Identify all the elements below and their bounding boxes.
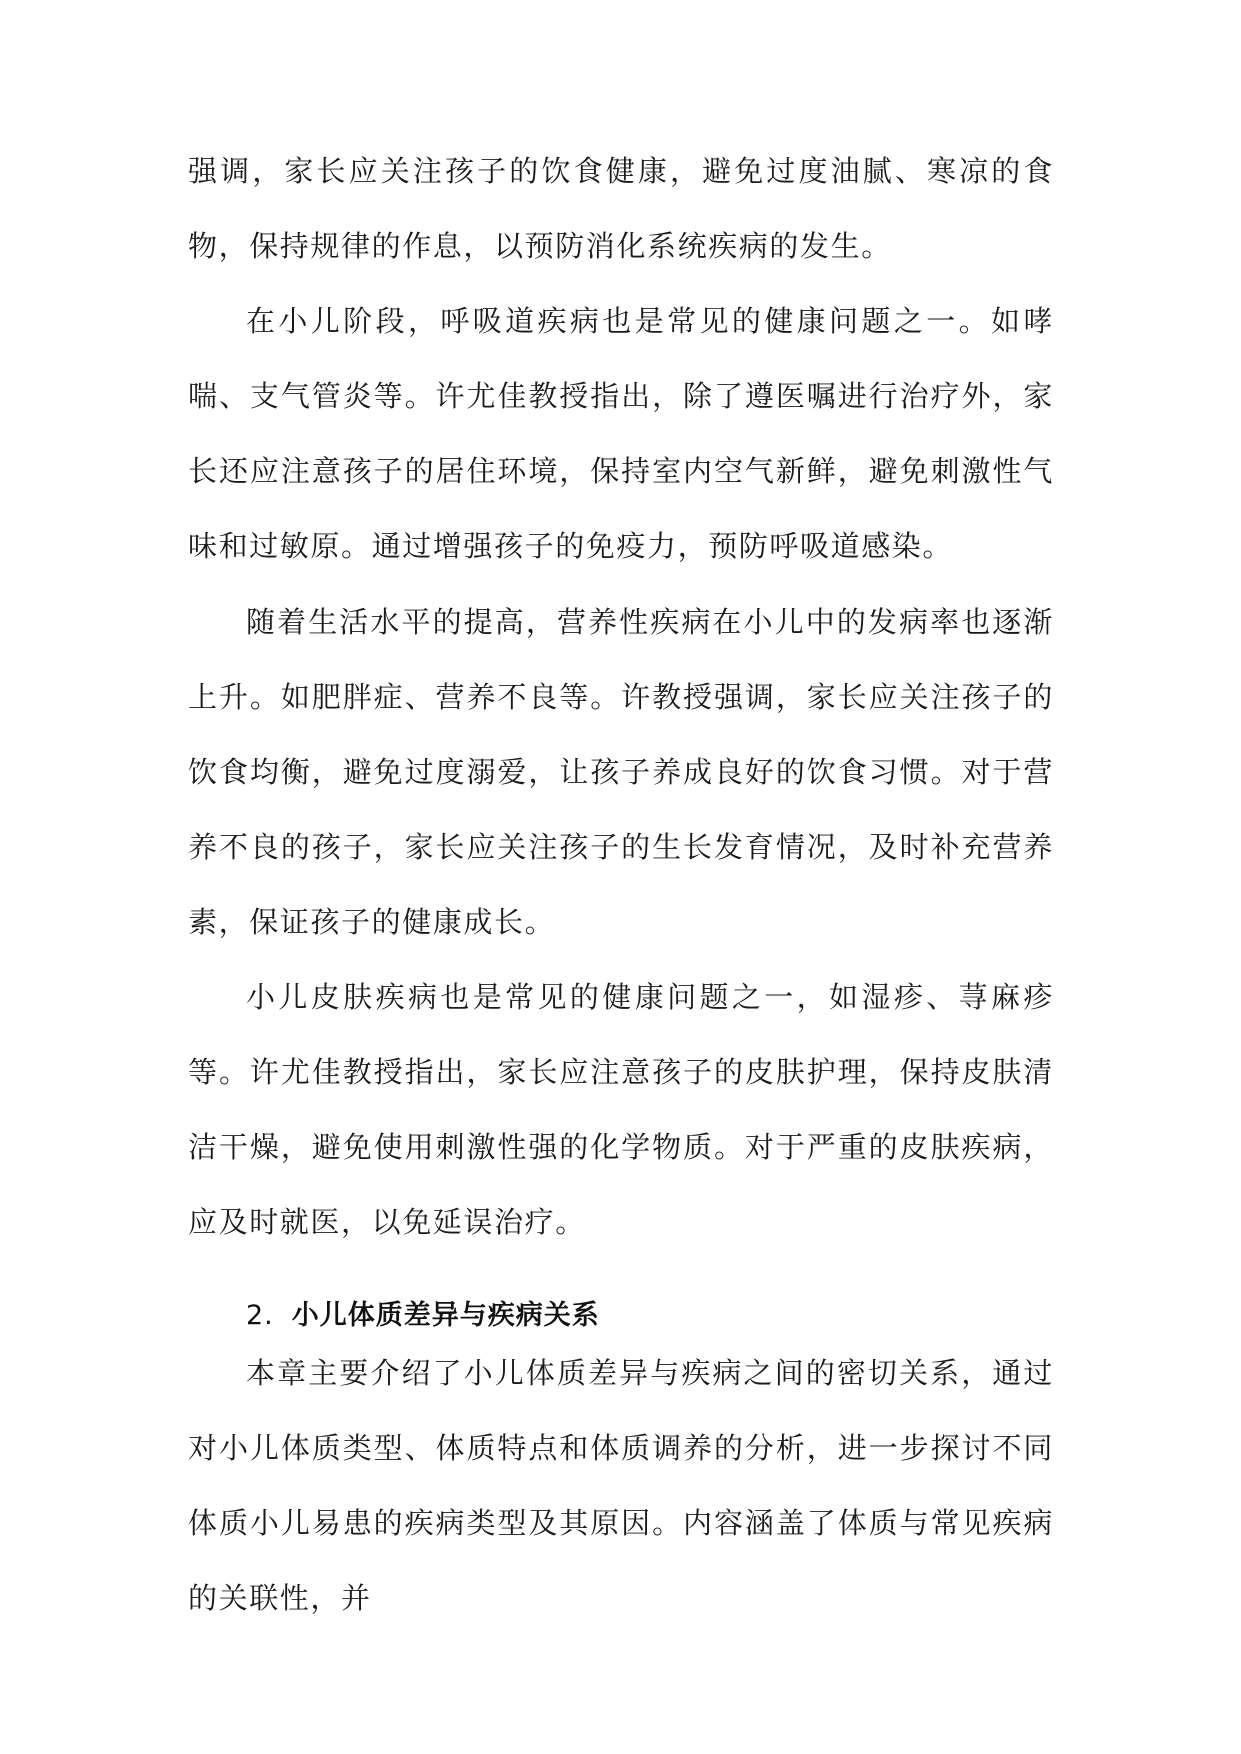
paragraph-section-intro: 本章主要介绍了小儿体质差异与疾病之间的密切关系，通过对小儿体质类型、体质特点和体质调养的分析，进一步探讨不同体质小儿易患的疾病类型及其原因。内容涵盖了体质与常见疾病的关联性，并 [188,1356,1054,1615]
section-heading [246,1296,600,1336]
paragraph-nutritional-diseases: 随着生活水平的提高，营养性疾病在小儿中的发病率也逐渐上升。如肥胖症、营养不良等。许教授强调，家长应关注孩子的饮食均衡，避免过度溺爱，让孩子养成良好的饮食习惯。对于营养不良的孩子，家长应关注孩子的生长发育情况，及时补充营养素，保证孩子的健康成长。 [188,605,1054,939]
paragraph-skin-diseases: 小儿皮肤疾病也是常见的健康问题之一，如湿疹、荨麻疹等。许尤佳教授指出，家长应注意孩子的皮肤护理，保持皮肤清洁干燥，避免使用刺激性强的化学物质。对于严重的皮肤疾病，应及时就医，以免延误治疗。 [188,980,1054,1239]
paragraph-respiratory-diseases: 在小儿阶段，呼吸道疾病也是常见的健康问题之一。如哮喘、支气管炎等。许尤佳教授指出，除了遵医嘱进行治疗外，家长还应注意孩子的居住环境，保持室内空气新鲜，避免刺激性气味和过敏原。通过增强孩子的免疫力，预防呼吸道感染。 [188,304,1054,563]
section-number: 2. [246,1300,274,1331]
paragraph-digestive-continuation: 强调，家长应关注孩子的饮食健康，避免过度油腻、寒凉的食物，保持规律的作息，以预防消化系统疾病的发生。 [188,154,1054,263]
section-title: 小儿体质差异与疾病关系 [291,1300,600,1331]
